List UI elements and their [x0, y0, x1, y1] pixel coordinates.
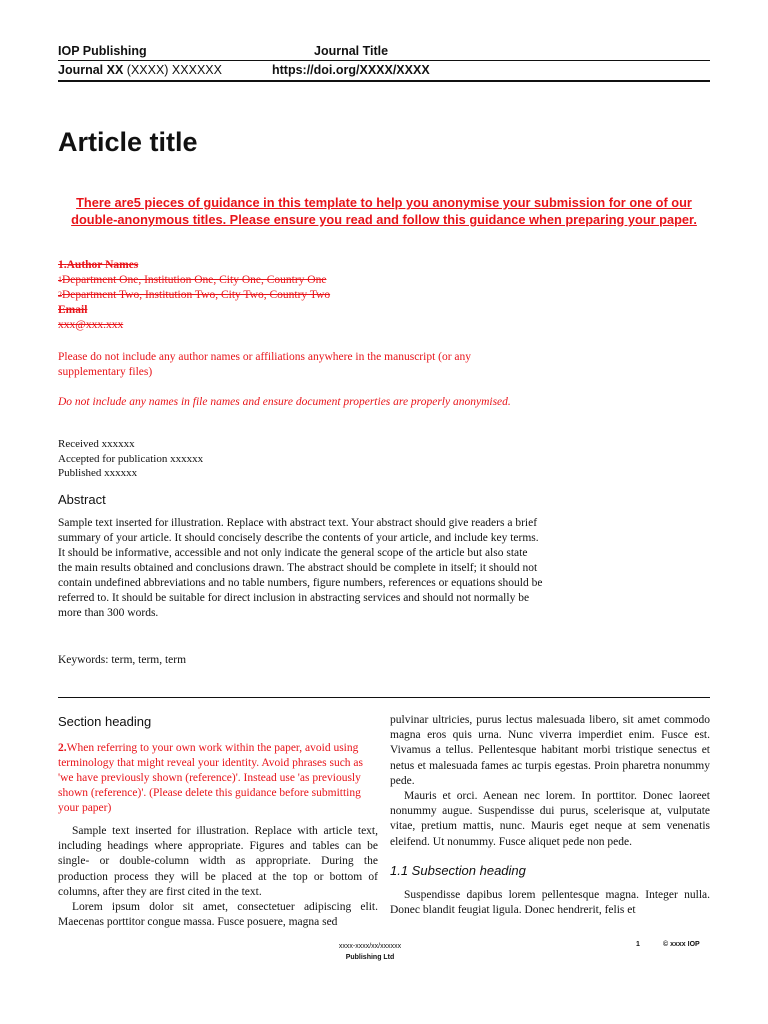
- body-paragraph-2: Lorem ipsum dolor sit amet, consectetuer adipiscing elit. Maecenas porttitor congue massa. Fusce posuere, magna sed: [58, 901, 378, 929]
- header-rule-bottom: [58, 80, 710, 82]
- publisher-name: IOP Publishing: [58, 44, 147, 58]
- footer-copyright: © xxxx IOP: [663, 941, 700, 948]
- footer-code: xxxx-xxxx/xx/xxxxxx: [338, 943, 402, 950]
- journal-reference: [58, 63, 222, 77]
- left-column: [58, 714, 378, 930]
- section-divider: [58, 697, 710, 698]
- affiliation-2-text: Department Two, Institution Two, City Two, Country Two: [62, 289, 331, 301]
- guidance-number-1: 1.: [58, 259, 67, 271]
- date-received: Received xxxxxx: [58, 438, 135, 450]
- section-heading: Section heading: [58, 714, 152, 729]
- affiliation-1-mark: 1: [58, 275, 62, 284]
- keywords: Keywords: term, term, term: [58, 654, 187, 666]
- affiliation-1-text: Department One, Institution One, City One, Country One: [62, 274, 327, 286]
- email-label: Email: [58, 304, 88, 316]
- subsection-heading: 1.1 Subsection heading: [390, 862, 526, 878]
- journal-title: Journal Title: [314, 44, 389, 58]
- body-paragraph-5: Suspendisse dapibus lorem pellentesque magna. Integer nulla. Donec blandit feugiat ligula. Donec hendrerit, felis et: [390, 888, 710, 917]
- publication-dates: [58, 437, 203, 481]
- author-names-line: [58, 258, 330, 273]
- body-paragraph-1: Sample text inserted for illustration. Replace with article text, including headings where appropriate. Figures and tables can be single- or double-column width as appropriate. During the production process they will be placed at the top or bottom of columns, after they are first cited in the text.: [58, 825, 378, 898]
- header-rule-top: [58, 60, 710, 61]
- body-paragraph-3: pulvinar ultricies, purus lectus malesuada libero, sit amet commodo magna eros quis urna. Nunc viverra imperdiet enim. Fusce est. Vivamus a tellus. Pellentesque habitant morbi tristique senectus et netus et malesuada fames ac turpis egestas. Proin pharetra nonummy pede.: [390, 714, 710, 787]
- guidance-self-reference: [58, 741, 378, 816]
- email-address: xxx@xxx.xxx: [58, 319, 124, 331]
- date-published: Published xxxxxx: [58, 467, 138, 479]
- abstract-text: Sample text inserted for illustration. Replace with abstract text. Your abstract should give readers a brief summary of your article. It should concisely describe the contents of your article, and include key terms. It should be informative, accessible and not only indicate the general scope of the article but also state the main results obtained and conclusions drawn. The abstract should be complete in itself; it should not contain undefined abbreviations and no table numbers, figure numbers, references or equations should be referred to. It should be suitable for direct inclusion in abstracting services and should not normally be more than 300 words.: [58, 517, 543, 619]
- affiliation-2-mark: 2: [58, 290, 62, 299]
- affiliation-2: [58, 288, 330, 303]
- footer-center: [300, 941, 440, 963]
- date-accepted: Accepted for publication xxxxxx: [58, 452, 204, 465]
- anonymise-note-files: Do not include any names in file names and ensure document properties are properly anonymised.: [58, 396, 511, 408]
- affiliation-1: [58, 273, 330, 288]
- author-block: [58, 258, 330, 333]
- article-title: Article title: [58, 127, 198, 157]
- journal-name: Journal XX: [58, 63, 124, 77]
- anonymise-note-authors: Please do not include any author names or affiliations anywhere in the manuscript (or any supplementary files): [58, 351, 472, 378]
- guidance-banner: There are5 pieces of guidance in this template to help you anonymise your submission for one of our double-anonymous titles. Please ensure you read and follow this guidance when preparing your paper.: [71, 195, 697, 227]
- guidance-number-2: 2.: [58, 742, 67, 754]
- doi-link[interactable]: https://doi.org/XXXX/XXXX: [272, 63, 430, 77]
- abstract-heading: Abstract: [58, 492, 106, 507]
- footer-page-number: 1: [636, 941, 640, 948]
- guidance-self-reference-text: When referring to your own work within the paper, avoid using terminology that might reveal your identity. Avoid phrases such as 'we have previously shown (reference)'. Instead use 'as previously shown (reference)'. (Please delete this guidance before submitting your paper): [58, 742, 364, 814]
- author-names: Author Names: [66, 259, 139, 271]
- footer-publisher: Publishing Ltd: [345, 954, 395, 961]
- right-column: [390, 713, 710, 918]
- body-paragraph-4: Mauris et orci. Aenean nec lorem. In porttitor. Donec laoreet nonummy augue. Suspendisse dui purus, scelerisque at, vulputate vitae, pretium mattis, nunc. Mauris eget neque at sem venenatis eleifend. Ut nonummy. Fusce aliquet pede non pede.: [390, 790, 710, 848]
- journal-volume: (XXXX) XXXXXX: [126, 63, 222, 77]
